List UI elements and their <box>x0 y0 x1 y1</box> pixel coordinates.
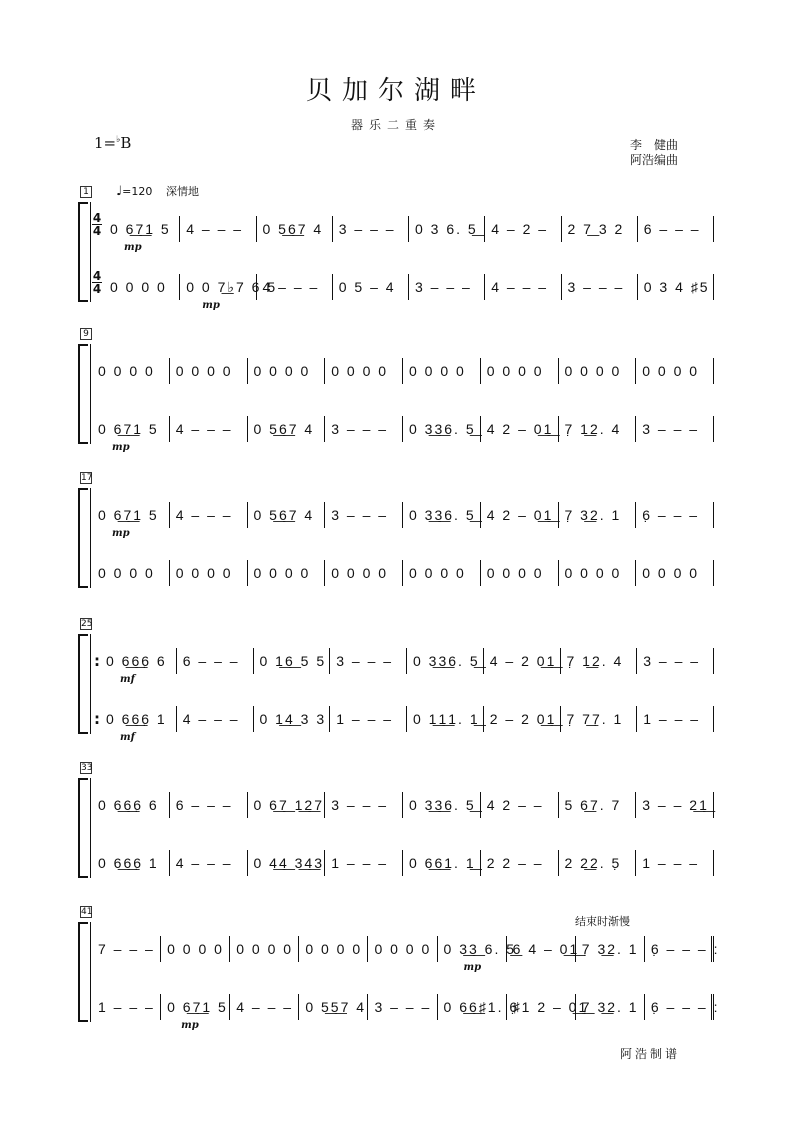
measure: 0 0 0 0 <box>230 936 299 962</box>
system-bracket <box>78 634 88 734</box>
measure: 0 0 0 0 <box>248 560 326 586</box>
arranger-credit: 阿浩编曲 <box>630 153 679 167</box>
measure: 0 0 0 0 <box>104 274 180 300</box>
measure: 0 0 0 0 <box>368 936 437 962</box>
measure: 7̣ 3͟2. 1 <box>576 994 645 1020</box>
lower-part <box>92 560 714 586</box>
measure: 0 5͟6͟7 4 <box>248 416 326 442</box>
time-signature <box>92 270 102 295</box>
dynamic-mark: mp <box>463 962 482 973</box>
measure: 1 – – – <box>325 850 403 876</box>
time-signature-top: 4 <box>92 211 102 225</box>
measure: 1 – – – <box>330 706 407 732</box>
measure: 6̣ – – – : <box>645 936 714 962</box>
measure: 3 – – 2͟1͟ <box>636 792 714 818</box>
dynamic-mark: mp <box>112 442 130 453</box>
dynamic-mark: mp <box>181 1020 199 1031</box>
measure: 0 6͟6͟6̣ 1 <box>100 706 177 732</box>
measure: 0 0 0 0 <box>161 936 230 962</box>
key-signature: 1=♭B <box>94 134 132 152</box>
system-bracket <box>78 344 88 444</box>
measure: 0 1͟6͟ 5 5 <box>254 648 331 674</box>
measure: 4 – 2 0͟1͟ <box>484 648 561 674</box>
score-system <box>78 922 720 1031</box>
upper-part <box>92 648 714 685</box>
measure: 0 3 4 ♯5 <box>638 274 714 300</box>
measure: 4 – – – <box>170 502 248 528</box>
measure: ♯1 2 – 0͟1͟ <box>507 994 576 1020</box>
system-barline <box>90 202 91 302</box>
measure: 0 6͟7͟1 5 <box>161 994 230 1020</box>
measure: 7̣ 3͟2. 1 <box>559 502 637 528</box>
measure: 7 – – – <box>92 936 161 962</box>
dynamic-mark: mp <box>124 242 142 253</box>
time-signature-top: 4 <box>92 269 102 283</box>
measure: 0 0 0 0 <box>636 358 714 384</box>
score-system <box>78 488 714 588</box>
measure: 6 – – – <box>170 792 248 818</box>
credits <box>630 138 678 168</box>
measure: 4 2 – – <box>481 792 559 818</box>
measure: 0 6͟6͟6̣ 6 <box>100 648 177 674</box>
measure: 0 0 0 0 <box>248 358 326 384</box>
measure: 0 3͟3͟6. 5͟ <box>403 416 481 442</box>
measure-number: 41 <box>81 907 93 917</box>
system-bracket <box>78 922 88 1022</box>
measure: 2 – 2 0͟1͟ <box>484 706 561 732</box>
measure: 0 0 0 0 <box>92 358 170 384</box>
measure: 0 6͟6͟1. 1͟ <box>403 850 481 876</box>
measure: 4 – 2 – <box>485 216 561 242</box>
measure: 1 – – – <box>636 850 714 876</box>
measure: 0 0 0 0 <box>170 560 248 586</box>
measure: 0 0 0 0 <box>559 560 637 586</box>
measure: 1 – – – <box>92 994 161 1020</box>
measure: 2 2 – – <box>481 850 559 876</box>
measure: 0 0 0 0 <box>481 358 559 384</box>
measure: 0 3͟3͟ 6. 5͟ <box>438 936 507 962</box>
measure: 0 0 0 0 <box>403 358 481 384</box>
measure: 3 – – – <box>368 994 437 1020</box>
ending-text: 结束时渐慢 <box>575 915 630 928</box>
dynamic-mark: mp <box>112 528 130 539</box>
measure: 0 0 0 0 <box>636 560 714 586</box>
measure: 6 – – – <box>638 216 714 242</box>
upper-part <box>92 211 714 253</box>
measure: 0 0 7͟♭7 6 5 <box>180 274 256 300</box>
measure: 7̣ 1͟2. 4 <box>559 416 637 442</box>
measure: 0 0 0 0 <box>299 936 368 962</box>
system-bracket <box>78 778 88 878</box>
measure: 6 4 – 0͟1͟ <box>507 936 576 962</box>
expression-mark: 深情地 <box>166 185 199 198</box>
score-system <box>78 202 714 311</box>
measure: 0 0 0 0 <box>481 560 559 586</box>
lower-part <box>92 994 720 1031</box>
footer-credit: 阿浩制谱 <box>620 1047 681 1061</box>
measure: 0 1͟1͟1. 1͟ <box>407 706 484 732</box>
measure: 6 – – – <box>177 648 254 674</box>
system-barline <box>90 778 91 878</box>
piece-subtitle: 器乐二重奏 <box>350 118 441 132</box>
lower-part <box>92 416 714 453</box>
lower-part <box>92 706 714 743</box>
composer-credit: 李 健曲 <box>630 138 679 152</box>
measure: 0 5͟6͟7 4 <box>248 502 326 528</box>
measure-number: 25 <box>81 619 93 629</box>
measure: 4 – – – <box>177 706 254 732</box>
measure: 4 2 – 0͟1͟ <box>481 416 559 442</box>
dynamic-mark: mp <box>202 300 220 311</box>
measure: 0 6͟7͟1 5 <box>104 216 180 242</box>
measure: 0 5͟6͟7 4 <box>257 216 333 242</box>
measure: 3 – – – <box>333 216 409 242</box>
measure: 6̣ – – – : <box>645 994 714 1020</box>
measure: 5 6͟7. 7 <box>559 792 637 818</box>
measure: 0 0 0 0 <box>325 358 403 384</box>
score-system <box>78 778 714 878</box>
time-signature <box>92 212 102 237</box>
time-signature-bottom: 4 <box>92 282 102 296</box>
piece-title: 贝加尔湖畔 <box>305 76 486 106</box>
measure: 0 6͟7͟1 5 <box>92 502 170 528</box>
repeat-sign: : <box>94 652 100 670</box>
measure: 4 – – – <box>170 850 248 876</box>
measure: 0 1͟4͟ 3 3 <box>254 706 331 732</box>
measure: 7̣ 7͟7̣. 1 <box>561 706 638 732</box>
system-barline <box>90 634 91 734</box>
system-barline <box>90 922 91 1022</box>
measure: 4 – – – <box>170 416 248 442</box>
measure: 0 6͟7͟ 1͟2͟7 <box>248 792 326 818</box>
upper-part <box>92 792 714 818</box>
dynamic-mark: mf <box>120 674 135 685</box>
measure: 4 – – – <box>230 994 299 1020</box>
measure: 4 2 – 0͟1͟ <box>481 502 559 528</box>
system-barline <box>90 488 91 588</box>
measure: 0 3 6. 5͟ <box>409 216 485 242</box>
repeat-sign: : <box>94 710 100 728</box>
system-barline <box>90 344 91 444</box>
measure: 3 – – – <box>325 502 403 528</box>
measure-number: 33 <box>81 763 93 773</box>
measure: 0 6͟6͟6̣ 1 <box>92 850 170 876</box>
dynamic-mark: mf <box>120 732 135 743</box>
measure: 3 – – – <box>637 648 714 674</box>
score-system <box>78 344 714 453</box>
measure: 2 7͟ 3 2 <box>562 216 638 242</box>
measure-number: 1 <box>80 186 92 198</box>
measure-number: 9 <box>80 328 92 340</box>
score-system <box>78 634 714 743</box>
upper-part <box>92 936 720 973</box>
measure: 4 – – – <box>180 216 256 242</box>
measure: 2 2͟2. 5̣ <box>559 850 637 876</box>
measure: 0 3͟3͟6. 5͟ <box>403 792 481 818</box>
measure: 0 0 0 0 <box>92 560 170 586</box>
measure-number: 17 <box>81 473 93 483</box>
measure: 0 0 0 0 <box>559 358 637 384</box>
lower-part <box>92 850 714 876</box>
measure: 0 6͟7͟1 5 <box>92 416 170 442</box>
measure: 0 6͟6͟♯1. 6̣ <box>438 994 507 1020</box>
measure: 6̣ – – – <box>636 502 714 528</box>
measure: 0 5͟5͟7 4 <box>299 994 368 1020</box>
lower-part <box>92 269 714 311</box>
measure: 7̣ 3͟2. 1 <box>576 936 645 962</box>
system-bracket <box>78 488 88 588</box>
measure: 3 – – – <box>325 792 403 818</box>
measure: 3 – – – <box>636 416 714 442</box>
upper-part <box>92 358 714 384</box>
measure: 0 4͟4͟ 3͟4͟3 <box>248 850 326 876</box>
measure: 1 – – – <box>637 706 714 732</box>
measure: 0 5 – 4 <box>333 274 409 300</box>
measure: 0 6͟6͟6̣ 6 <box>92 792 170 818</box>
tempo-mark: ♩=120 <box>116 184 153 199</box>
measure: 0 3͟3͟6. 5͟ <box>407 648 484 674</box>
measure: 0 3͟3͟6. 5͟ <box>403 502 481 528</box>
measure: 3 – – – <box>330 648 407 674</box>
measure: 4 – – – <box>257 274 333 300</box>
measure: 3 – – – <box>325 416 403 442</box>
measure: 4 – – – <box>485 274 561 300</box>
measure: 7̣ 1͟2. 4 <box>561 648 638 674</box>
measure: 3 – – – <box>562 274 638 300</box>
measure: 3 – – – <box>409 274 485 300</box>
measure: 0 0 0 0 <box>170 358 248 384</box>
measure: 0 0 0 0 <box>325 560 403 586</box>
time-signature-bottom: 4 <box>92 224 102 238</box>
system-bracket <box>78 202 88 302</box>
measure: 0 0 0 0 <box>403 560 481 586</box>
upper-part <box>92 502 714 539</box>
